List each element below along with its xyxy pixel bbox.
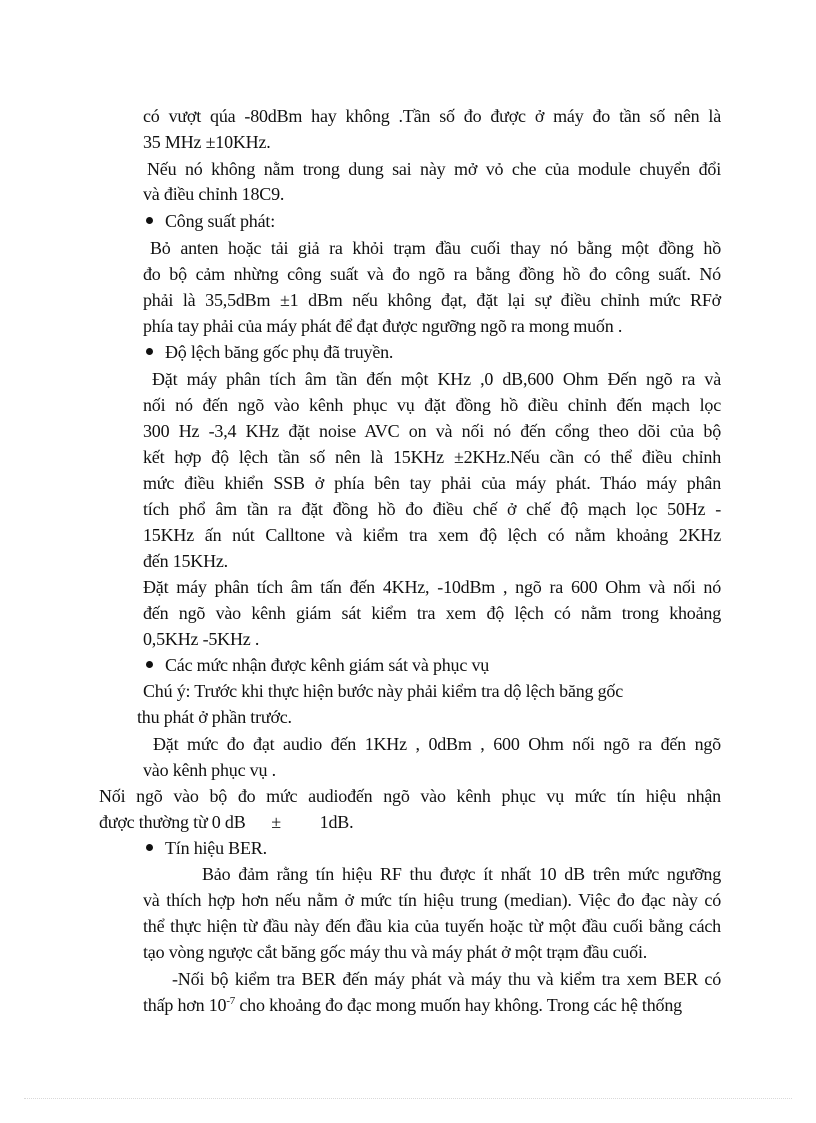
text-line: phía tay phải của máy phát để đạt được ngưỡng ngõ ra mong muốn . <box>143 316 623 336</box>
text-line: đến ngõ vào kênh giám sát kiểm tra xem độ lệch có nằm trong khoảng <box>143 603 721 623</box>
text-line: tạo vòng ngược cắt băng gốc máy thu và máy phát ở một trạm đầu cuối. <box>143 942 648 962</box>
note-line: Chú ý: Trước khi thực hiện bước này phải kiểm tra dộ lệch băng gốc <box>143 681 624 701</box>
text-line: thể thực hiện từ đầu này đến đầu kia của tuyến hoặc từ một đầu cuối bằng cách <box>143 916 721 936</box>
bullet-text: Các mức nhận được kênh giám sát và phục vụ <box>165 655 490 675</box>
text-line: -Nối bộ kiểm tra BER đến máy phát và máy thu và kiểm tra xem BER có <box>172 969 721 989</box>
text-line: Đặt máy phân tích âm tấn đến 4KHz, -10dBm , ngõ ra 600 Ohm và nối nó <box>143 577 721 597</box>
text-line: Nếu nó không nằm trong dung sai này mở vỏ che của module chuyển đổi <box>147 159 721 179</box>
bullet-text: Tín hiệu BER. <box>165 838 267 858</box>
bullet-item <box>146 654 489 676</box>
superscript-exponent: -7 <box>226 995 236 1007</box>
text-line: nối nó đến ngõ vào kênh phục vụ đặt đồng hồ điều chỉnh đến mạch lọc <box>143 395 721 415</box>
bullet-item <box>146 837 267 859</box>
text-line: 300 Hz -3,4 KHz đặt noise AVC on và nối nó đến cổng theo dõi của bộ <box>143 421 721 441</box>
bullet-text: Độ lệch băng gốc phụ đã truyền. <box>165 342 394 362</box>
text-fragment: cho khoảng đo đạc mong muốn hay không. Trong các hệ thống <box>235 995 682 1015</box>
bullet-icon <box>146 217 153 224</box>
text-line: vào kênh phục vụ . <box>143 760 276 780</box>
text-line: Nối ngõ vào bộ đo mức audiođến ngõ vào kênh phục vụ mức tín hiệu nhận <box>99 786 721 806</box>
text-line: 35 MHz ±10KHz. <box>143 132 271 152</box>
text-line: Bảo đảm rằng tín hiệu RF thu được ít nhất 10 dB trên mức ngưỡng <box>202 864 721 884</box>
text-line: mức điều khiển SSB ở phía bên tay phải của máy phát. Tháo máy phân <box>143 473 721 493</box>
bullet-icon <box>146 348 153 355</box>
text-line <box>143 994 721 1016</box>
text-fragment: thấp hơn 10 <box>143 995 227 1015</box>
text-line: kết hợp độ lệch tần số nên là 15KHz ±2KHz.Nếu cần có thể điều chỉnh <box>143 447 721 467</box>
text-line: được thường từ 0 dB ± 1dB. <box>99 812 354 832</box>
text-line: và điều chỉnh 18C9. <box>143 184 285 204</box>
text-line: có vượt qúa -80dBm hay không .Tần số đo được ở máy đo tần số nên là <box>143 106 721 126</box>
text-line: tích phổ âm tần ra đặt đồng hồ đo điều chế ở chế độ mạch lọc 50Hz - <box>143 499 721 519</box>
text-line: đến 15KHz. <box>143 551 228 571</box>
bullet-item <box>146 210 275 232</box>
text-line: phải là 35,5dBm ±1 dBm nếu không đạt, đặt lại sự điều chỉnh mức RFở <box>143 290 721 310</box>
text-line: Đặt mức đo đạt audio đến 1KHz , 0dBm , 600 Ohm nối ngõ ra đến ngõ <box>153 734 721 754</box>
text-line: và thích hợp hơn nếu nằm ở mức tín hiệu trung (median). Việc đo đạc này có <box>143 890 721 910</box>
bullet-text: Công suất phát: <box>165 211 275 231</box>
bullet-icon <box>146 844 153 851</box>
bullet-item <box>146 341 393 363</box>
text-line: 15KHz ấn nút Calltone và kiểm tra xem độ lệch có nằm khoảng 2KHz <box>143 525 721 545</box>
text-line: Đặt máy phân tích âm tần đến một KHz ,0 dB,600 Ohm Đến ngõ ra và <box>152 369 721 389</box>
page-bottom-divider <box>24 1098 792 1099</box>
text-line: Bỏ anten hoặc tải giả ra khỏi trạm đầu cuối thay nó bằng một đồng hồ <box>150 238 721 258</box>
bullet-icon <box>146 661 153 668</box>
note-line: thu phát ở phần trước. <box>137 707 292 727</box>
text-line: đo bộ cảm nhừng công suất và đo ngõ ra bằng đồng hồ đo công suất. Nó <box>143 264 721 284</box>
text-line: 0,5KHz -5KHz . <box>143 629 260 649</box>
